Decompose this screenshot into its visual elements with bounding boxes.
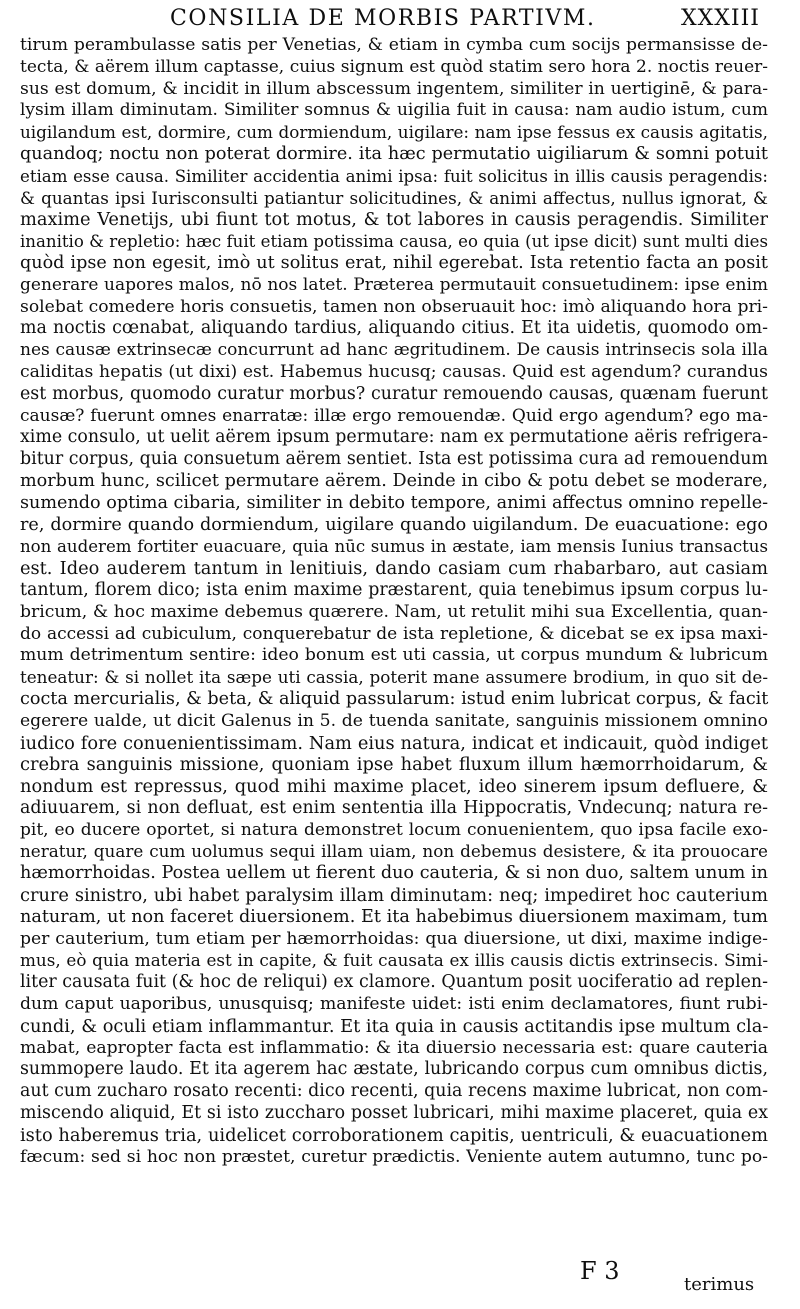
text-line: adiuuarem, si non defluat, est enim sententia illa Hippocratis, Vndecunq; natura re- — [20, 797, 768, 818]
text-line: sumendo optima cibaria, similiter in debito tempore, animi affectus omnino repelle- — [20, 492, 769, 513]
text-line: nes causæ extrinsecæ concurrunt ad hanc ægritudinem. De causis intrinsecis sola illa — [20, 340, 768, 361]
catchword: terimus — [684, 1274, 755, 1295]
text-line: neratur, quare cum uolumus sequi illam uiam, non debemus desistere, & ita prouocare — [20, 841, 768, 862]
text-line: xime consulo, ut uelit aërem ipsum permutare: nam ex permutatione aëris refrigera- — [20, 427, 768, 448]
text-line: ma noctis cœnabat, aliquando tardius, aliquando citius. Et ita uidetis, quomodo om- — [20, 318, 768, 339]
signature-mark: F 3 — [580, 1257, 620, 1285]
text-line: inanitio & repletio: hæc fuit etiam potissima causa, eo quia (ut ipse dicit) sunt multi dies — [20, 232, 768, 252]
text-line: iudico fore conuenientissimam. Nam eius natura, indicat et indicauit, quòd indiget — [20, 732, 768, 754]
text-line: isto haberemus tria, uidelicet corroborationem capitis, uentriculi, & euacuationem — [20, 1124, 768, 1146]
text-line: aut cum zucharo rosato recenti: dico recenti, quia recens maxime lubricat, non com- — [20, 1081, 768, 1102]
text-line: etiam esse causa. Similiter accidentia animi ipsa: fuit solicitus in illis causis peragendis: — [20, 166, 768, 186]
text-line: maxime Venetijs, ubi fiunt tot motus, & tot labores in causis peragendis. Similiter — [20, 209, 768, 231]
text-line: naturam, ut non faceret diuersionem. Et ita habebimus diuersionem maximam, tum — [20, 906, 768, 927]
text-line: quandoq; noctu non poterat dormire. ita hæc permutatio uigiliarum & somni potuit — [20, 143, 768, 164]
text-line: do accessi ad cubiculum, conquerebatur de ista repletione, & dicebat se ex ipsa maxi- — [20, 623, 768, 644]
text-line: re, dormire quando dormiendum, uigilare quando uigilandum. De euacuatione: ego — [20, 514, 768, 535]
text-line: cundi, & oculi etiam inflammantur. Et ita quia in causis actitandis ipse multum cla- — [20, 1015, 769, 1037]
text-line: non auderem fortiter euacuare, quia nūc sumus in æstate, iam mensis Iunius transactus — [20, 537, 768, 557]
text-line: per cauterium, tum etiam per hæmorrhoidas: qua diuersione, ut dixi, maxime indige- — [20, 928, 768, 949]
text-line: pit, eo ducere oportet, si natura demonstret locum conuenientem, quo ipsa facile exo- — [20, 819, 768, 840]
text-line: morbum hunc, scilicet permutare aërem. Deinde in cibo & potu debet se moderare, — [20, 470, 768, 491]
text-line: mus, eò quia materia est in capite, & fuit causata ex illis causis dictis extrinsecis. Simi- — [20, 950, 768, 971]
text-line: cocta mercurialis, & beta, & aliquid passularum: istud enim lubricat corpus, & facit — [20, 688, 769, 709]
text-line: tirum perambulasse satis per Venetias, & etiam in cymba cum socijs permansisse de- — [20, 35, 768, 55]
text-line: teneatur: & si nollet ita sæpe uti cassia, poterit mane assumere brodium, in quo sit de- — [20, 667, 768, 688]
text-line: dum caput uaporibus, unusquisq; manifeste uidet: isti enim declamatores, fiunt rubi- — [20, 994, 768, 1015]
text-line: tecta, & aërem illum captasse, cuius signum est quòd statim sero hora 2. noctis reuer- — [20, 56, 768, 77]
text-line: miscendo aliquid, Et si isto zucchаro posset lubricari, mihi maxime placeret, quia ex — [20, 1103, 768, 1124]
text-line: summopere laudo. Et ita agerem hac æstate, lubricando corpus cum omnibus dictis, — [20, 1059, 768, 1080]
text-line: uigilandum est, dormire, cum dormiendum, uigilare: nam ipse fessus ex causis agitatis, — [20, 122, 768, 143]
text-line: solebat comedere horis consuetis, tamen non obseruauit hoc: imò aliquando hora pri- — [20, 296, 768, 317]
text-line: lysim illam diminutam. Similiter somnus & uigilia fuit in causa: nam audio istum, cum — [20, 100, 768, 121]
text-line: est morbus, quomodo curatur morbus? curatur remouendo causas, quænam fuerunt — [20, 383, 768, 404]
text-line: fæcum: sed si hoc non præstet, curetur prædictis. Veniente autem autumno, tunc po- — [20, 1146, 768, 1167]
text-line: causæ? fuerunt omnes enarratæ: illæ ergo remouendæ. Quid ergo agendum? ego ma- — [20, 405, 768, 426]
text-line: mabat, eapropter facta est inflammatio: & ita diuersio necessaria est: quare cauteria — [20, 1037, 768, 1058]
text-line: liter causata fuit (& hoc de reliqui) ex clamore. Quantum posit uociferatio ad replen- — [20, 972, 768, 993]
text-line: generare uapores malos, nō nos latet. Præterea permutauit consuetudinem: ipse enim — [20, 274, 768, 295]
text-line: bitur corpus, quia consuetum aërem sentiet. Ista est potissima cura ad remouendum — [20, 449, 768, 470]
text-line: est. Ideo auderem tantum in lenitiuis, dando casiam cum rhabarbaro, aut casiam — [20, 558, 768, 580]
running-title: CONSILIA DE MORBIS PARTIVM. — [170, 6, 596, 31]
body-text — [20, 35, 768, 1168]
text-line: hæmorrhoidas. Postea uellem ut fierent duo cauteria, & si non duo, saltem unum in — [20, 863, 768, 884]
text-line: mum detrimentum sentire: ideo bonum est uti cassia, ut corpus mundum & lubricum — [20, 645, 768, 666]
text-line: sus est domum, & incidit in illum abscessum ingentem, similiter in uertiginē, & para- — [20, 78, 768, 99]
text-line: crebra sanguinis missione, quoniam ipse habet fluxum illum hæmorrhoidarum, & — [20, 754, 768, 776]
text-line: bricum, & hoc maxime debemus quærere. Nam, ut retulit mihi sua Excellentia, quan- — [20, 601, 768, 622]
text-line: nondum est repressus, quod mihi maxime placet, ideo sinerem ipsum defluere, & — [20, 776, 768, 798]
text-line: tantum, florem dico; ista enim maxime præstarent, quia tenebimus ipsum corpus lu- — [20, 579, 768, 600]
text-line: caliditas hepatis (ut dixi) est. Habemus hucusq; causas. Quid est agendum? curandus — [20, 361, 768, 382]
text-line: quòd ipse non egesit, imò ut solitus erat, nihil egerebat. Ista retentio facta an posit — [20, 252, 768, 273]
folio-number: XXXIII — [680, 6, 760, 31]
text-line: egerere ualde, ut dicit Galenus in 5. de tuenda sanitate, sanguinis missionem omnino — [20, 710, 768, 731]
text-line: crure sinistro, ubi habet paralysim illam diminutam: neq; impediret hoc cauterium — [20, 885, 768, 907]
text-line: & quantas ipsi Iurisconsulti patiantur solicitudines, & animi affectus, nullus ignorat, & — [20, 187, 768, 208]
